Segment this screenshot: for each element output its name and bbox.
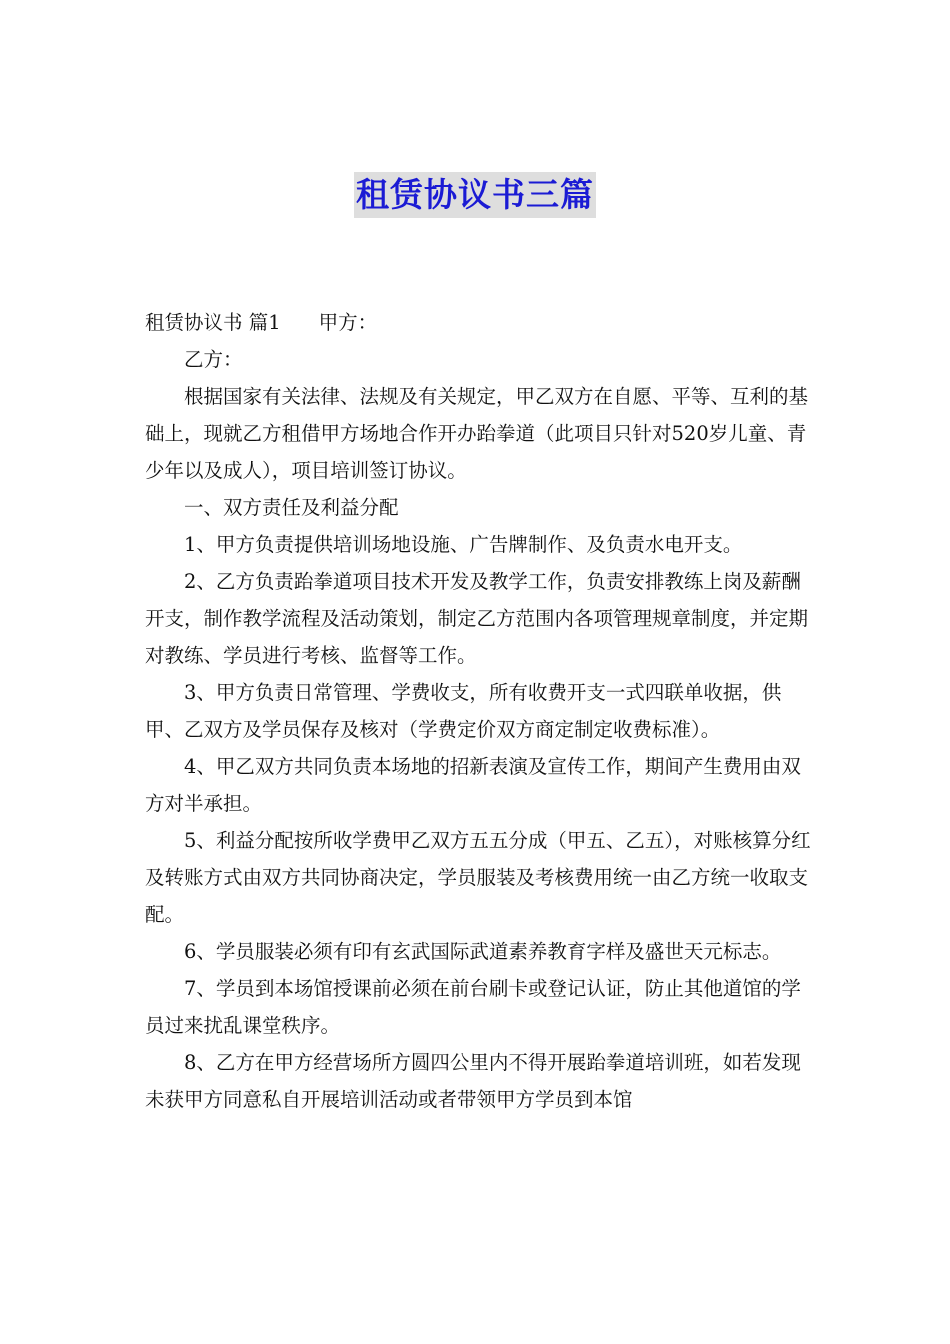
section-label: 租赁协议书 篇1	[145, 311, 281, 334]
clause-2: 2、乙方负责跆拳道项目技术开发及教学工作，负责安排教练上岗及薪酬开支，制作教学流程及活动策划，制定乙方范围内各项管理规章制度，并定期对教练、学员进行考核、监督等工作。	[145, 570, 809, 667]
clause-3: 3、甲方负责日常管理、学费收支，所有收费开支一式四联单收据，供甲、乙双方及学员保存及核对（学费定价双方商定制定收费标准）。	[145, 681, 782, 741]
clause-6: 6、学员服装必须有印有玄武国际武道素养教育字样及盛世天元标志。	[184, 940, 782, 963]
section-heading: 一、双方责任及利益分配	[184, 496, 399, 519]
document-title: 租赁协议书三篇	[354, 172, 596, 218]
clause-4: 4、甲乙双方共同负责本场地的招新表演及宣传工作，期间产生费用由双方对半承担。	[145, 755, 801, 815]
title-container	[0, 172, 950, 218]
party-a-label: 甲方：	[318, 311, 378, 334]
heading-line	[145, 304, 815, 341]
clause-1: 1、甲方负责提供培训场地设施、广告牌制作、及负责水电开支。	[184, 533, 743, 556]
document-body	[145, 304, 815, 1118]
clause-7: 7、学员到本场馆授课前必须在前台刷卡或登记认证，防止其他道馆的学员过来扰乱课堂秩序。	[145, 977, 801, 1037]
clause-8: 8、乙方在甲方经营场所方圆四公里内不得开展跆拳道培训班，如若发现未获甲方同意私自开展培训活动或者带领甲方学员到本馆	[145, 1051, 801, 1111]
paragraph-intro: 根据国家有关法律、法规及有关规定，甲乙双方在自愿、平等、互利的基础上，现就乙方租借甲方场地合作开办跆拳道（此项目只针对520岁儿童、青少年以及成人），项目培训签订协议。	[145, 385, 809, 482]
clause-5: 5、利益分配按所收学费甲乙双方五五分成（甲五、乙五），对账核算分红及转账方式由双方共同协商决定，学员服装及考核费用统一由乙方统一收取支配。	[145, 829, 811, 926]
party-b-label: 乙方：	[184, 348, 243, 371]
